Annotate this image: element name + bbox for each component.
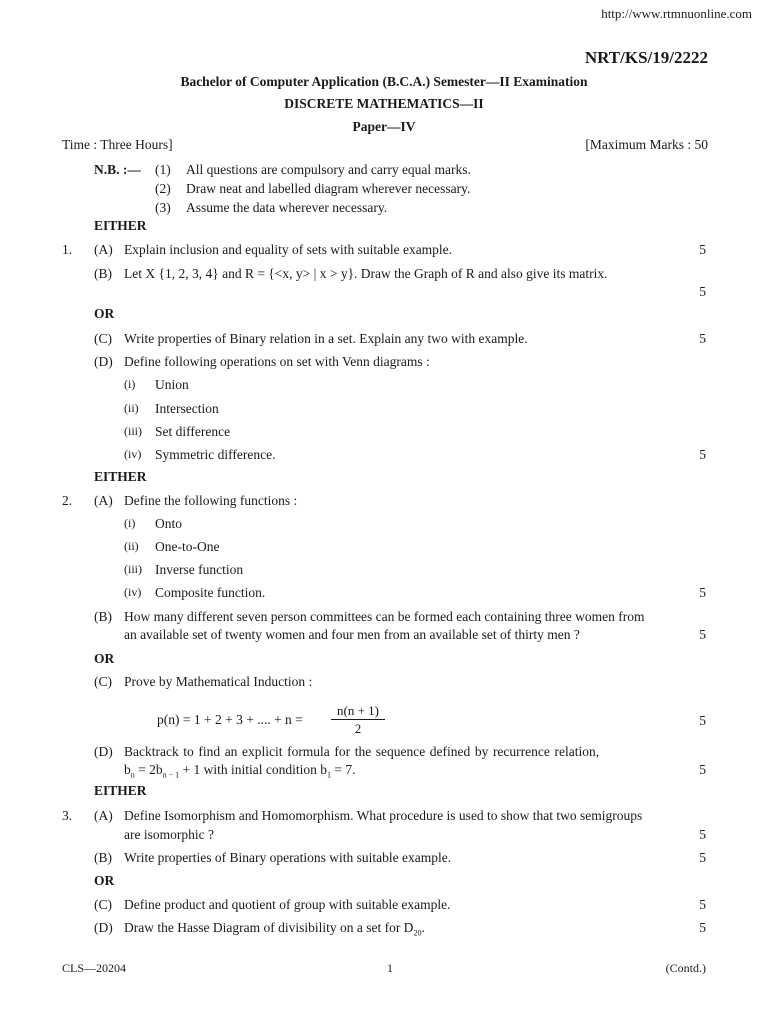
time-label: Time : Three Hours]	[62, 137, 173, 152]
q3d-sub-20: 20	[413, 928, 422, 938]
q1a-text: Explain inclusion and equality of sets with suitable example.	[124, 242, 453, 257]
q2c-fraction-bar	[331, 719, 385, 720]
q1c-text: Write properties of Binary relation in a set. Explain any two with example.	[124, 331, 528, 346]
q2c-text: Prove by Mathematical Induction :	[124, 674, 313, 689]
q1d-item-num: (iii)	[124, 424, 142, 438]
nb-num-3: (3)	[155, 200, 171, 215]
nb-num-1: (1)	[155, 162, 171, 177]
q3a-label: (A)	[94, 808, 113, 823]
q2d-line1: Backtrack to find an explicit formula for the sequence defined by recurrence relation,	[124, 744, 600, 759]
q3c-text: Define product and quotient of group with suitable example.	[124, 897, 451, 912]
paper-code: NRT/KS/19/2222	[584, 48, 708, 67]
q3a-line2: are isomorphic ?	[124, 827, 214, 842]
q3b-label: (B)	[94, 850, 112, 865]
q3d-label: (D)	[94, 920, 113, 935]
q2a-marks: 5	[699, 585, 706, 600]
q1d-item-text: Symmetric difference.	[155, 447, 276, 462]
nb-text-3: Assume the data wherever necessary.	[186, 200, 388, 215]
q3d-marks: 5	[699, 920, 706, 935]
q2d-sub-n-1: n − 1	[162, 770, 180, 780]
q2b-line1: How many different seven person committees can be formed each containing three women from	[124, 609, 645, 624]
q2b-label: (B)	[94, 609, 112, 624]
paper-number: Paper—IV	[352, 119, 416, 134]
q3d-text-main: Draw the Hasse Diagram of divisibility on a set for D	[124, 920, 414, 935]
q2b-marks: 5	[699, 627, 706, 642]
q3d-text	[124, 920, 425, 938]
q1-number: 1.	[62, 242, 73, 257]
q3d-text-end: .	[421, 920, 425, 935]
q2a-text: Define the following functions :	[124, 493, 298, 508]
q2d-label: (D)	[94, 744, 113, 759]
q2a-item-num: (iv)	[124, 585, 142, 599]
source-url: http://www.rtmnuonline.com	[601, 6, 752, 21]
q1a-label: (A)	[94, 242, 113, 257]
q1d-item-num: (iv)	[124, 447, 142, 461]
q2a-label: (A)	[94, 493, 113, 508]
q2d-rest: + 1 with initial condition b	[179, 762, 327, 777]
q1b-text: Let X {1, 2, 3, 4} and R = {<x, y> | x > y}. Draw the Graph of R and also give its matrix.	[124, 266, 608, 281]
q2a-item-text: One-to-One	[155, 539, 220, 554]
either-label: EITHER	[94, 469, 147, 484]
q2-number: 2.	[62, 493, 73, 508]
q1d-item-text: Union	[155, 377, 189, 392]
nb-label: N.B. :—	[94, 162, 141, 177]
q2a-item-num: (iii)	[124, 562, 142, 576]
q3a-line1: Define Isomorphism and Homomorphism. What procedure is used to show that two semigroups	[124, 808, 643, 823]
subject-title: DISCRETE MATHEMATICS—II	[284, 96, 484, 111]
q2c-fraction-denominator: 2	[354, 721, 362, 736]
q1d-marks: 5	[699, 447, 706, 462]
q1d-text: Define following operations on set with Venn diagrams :	[124, 354, 430, 369]
either-label: EITHER	[94, 218, 147, 233]
or-label: OR	[94, 873, 115, 888]
q2d-b: b	[124, 762, 131, 777]
nb-text-2: Draw neat and labelled diagram wherever necessary.	[186, 181, 471, 196]
q1d-item-text: Set difference	[155, 424, 231, 439]
q2a-item-text: Onto	[155, 516, 182, 531]
q2c-fraction-numerator: n(n + 1)	[337, 703, 379, 718]
contd-label: (Contd.)	[665, 961, 706, 975]
nb-text-1: All questions are compulsory and carry equal marks.	[186, 162, 471, 177]
q3b-marks: 5	[699, 850, 706, 865]
q2d-line2	[124, 762, 356, 780]
q3-number: 3.	[62, 808, 73, 823]
q2a-item-text: Composite function.	[155, 585, 266, 600]
q3c-marks: 5	[699, 897, 706, 912]
q1d-item-num: (i)	[124, 377, 136, 391]
page-number: 1	[387, 961, 393, 975]
q2d-sub-n: n	[130, 770, 135, 780]
q2d-marks: 5	[699, 762, 706, 777]
q1d-item-num: (ii)	[124, 401, 139, 415]
nb-num-2: (2)	[155, 181, 171, 196]
q2a-item-num: (i)	[124, 516, 136, 530]
or-label: OR	[94, 306, 115, 321]
q1c-label: (C)	[94, 331, 112, 346]
exam-title: Bachelor of Computer Application (B.C.A.) Semester—II Examination	[180, 74, 588, 89]
q3a-marks: 5	[699, 827, 706, 842]
q2d-end: = 7.	[331, 762, 356, 777]
footer-code: CLS—20204	[62, 961, 127, 975]
q1d-label: (D)	[94, 354, 113, 369]
q2c-label: (C)	[94, 674, 112, 689]
q3c-label: (C)	[94, 897, 112, 912]
q1b-label: (B)	[94, 266, 112, 281]
q1c-marks: 5	[699, 331, 706, 346]
or-label: OR	[94, 651, 115, 666]
q1d-item-text: Intersection	[155, 401, 219, 416]
q2d-sub-1: 1	[327, 770, 331, 780]
q2c-marks: 5	[699, 713, 706, 728]
q3b-text: Write properties of Binary operations with suitable example.	[124, 850, 452, 865]
q1b-marks: 5	[699, 284, 706, 299]
max-marks-label: [Maximum Marks : 50	[585, 137, 708, 152]
q2a-item-text: Inverse function	[155, 562, 244, 577]
q1a-marks: 5	[699, 242, 706, 257]
q2c-formula: p(n) = 1 + 2 + 3 + .... + n =	[157, 712, 303, 727]
q2d-eq: = 2b	[134, 762, 163, 777]
either-label: EITHER	[94, 783, 147, 798]
q2a-item-num: (ii)	[124, 539, 139, 553]
q2b-line2: an available set of twenty women and four men from an available set of thirty men ?	[124, 627, 580, 642]
